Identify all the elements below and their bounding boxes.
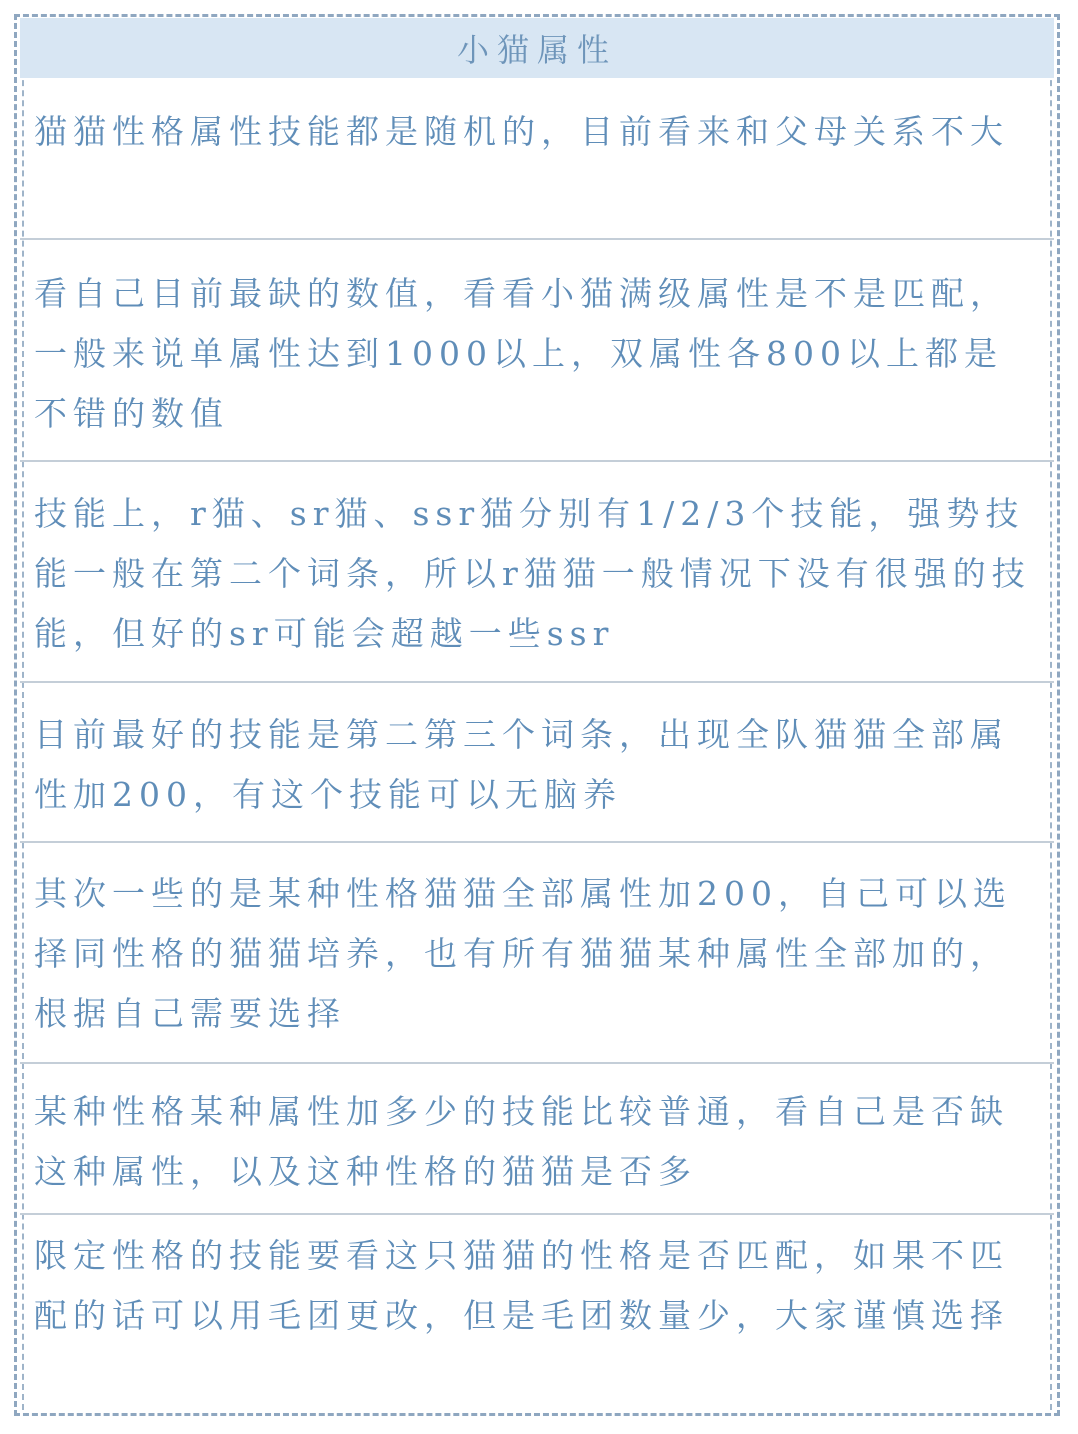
section-3-text: 技能上，r猫、sr猫、ssr猫分别有1/2/3个技能，强势技能一般在第二个词条，所以r猫猫一般情况下没有很强的技能，但好的sr可能会超越一些ssr — [34, 494, 1031, 653]
divider — [20, 681, 1054, 683]
section-5-text: 其次一些的是某种性格猫猫全部属性加200，自己可以选择同性格的猫猫培养，也有所有猫猫某种属性全部加的，根据自己需要选择 — [34, 874, 1012, 1033]
section-6-text: 某种性格某种属性加多少的技能比较普通，看自己是否缺这种属性，以及这种性格的猫猫是否多 — [34, 1092, 1009, 1191]
section-7-text: 限定性格的技能要看这只猫猫的性格是否匹配，如果不匹配的话可以用毛团更改，但是毛团数量少，大家谨慎选择 — [34, 1236, 1009, 1335]
section-4-text: 目前最好的技能是第二第三个词条，出现全队猫猫全部属性加200，有这个技能可以无脑养 — [34, 715, 1009, 814]
divider — [20, 1062, 1054, 1064]
divider — [20, 841, 1054, 843]
section-2-text: 看自己目前最缺的数值，看看小猫满级属性是不是匹配，一般来说单属性达到1000以上，双属性各800以上都是不错的数值 — [34, 274, 1009, 433]
section-1-text: 猫猫性格属性技能都是随机的，目前看来和父母关系不大 — [34, 112, 1009, 151]
card-title: 小猫属性 — [20, 18, 1054, 78]
divider — [20, 1213, 1054, 1215]
divider — [20, 460, 1054, 462]
divider — [20, 238, 1054, 240]
info-card — [14, 14, 1060, 1416]
